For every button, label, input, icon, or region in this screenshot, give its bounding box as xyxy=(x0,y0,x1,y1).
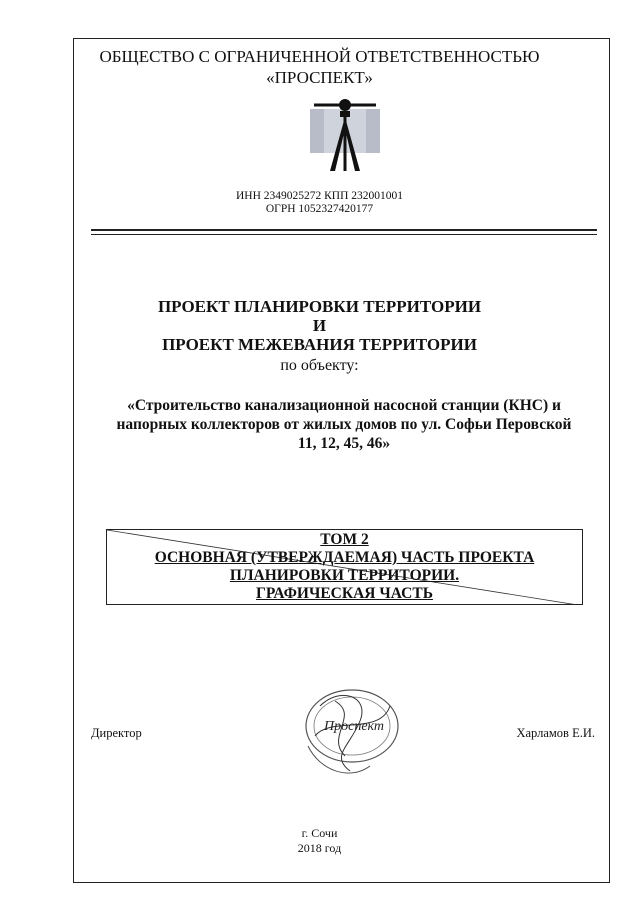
city: г. Сочи xyxy=(301,826,338,840)
organization-name xyxy=(0,46,639,88)
header-divider-thin xyxy=(91,234,597,235)
volume-line-4: ГРАФИЧЕСКАЯ ЧАСТЬ xyxy=(256,585,433,602)
org-line-2: «ПРОСПЕКТ» xyxy=(266,68,373,87)
header-divider-thick xyxy=(91,229,597,231)
title-line-2: И xyxy=(312,316,327,335)
year: 2018 год xyxy=(297,841,342,855)
document-title xyxy=(0,297,639,354)
stamp-text: Проспект xyxy=(324,719,385,734)
director-label: Директор xyxy=(91,726,142,740)
object-line-1: «Строительство канализационной насосной станции (КНС) и xyxy=(127,397,561,414)
title-line-1: ПРОЕКТ ПЛАНИРОВКИ ТЕРРИТОРИИ xyxy=(157,297,482,316)
company-stamp-signature xyxy=(290,676,420,786)
object-line-3: 11, 12, 45, 46» xyxy=(297,435,391,452)
surveyor-tripod-logo xyxy=(308,95,382,175)
director-name: Харламов Е.И. xyxy=(516,726,595,740)
volume-box xyxy=(106,529,583,605)
object-name xyxy=(96,396,592,453)
title-line-3: ПРОЕКТ МЕЖЕВАНИЯ ТЕРРИТОРИИ xyxy=(162,335,477,354)
by-object-label: по объекту: xyxy=(280,357,359,374)
volume-line-1: ТОМ 2 xyxy=(320,531,369,548)
inn-kpp: ИНН 2349025272 КПП 232001001 xyxy=(235,190,404,202)
registration-numbers xyxy=(0,190,639,216)
place-and-year xyxy=(0,826,639,856)
ogrn: ОГРН 1052327420177 xyxy=(265,203,374,215)
object-line-2: напорных коллекторов от жилых домов по ул. Софьи Перовской xyxy=(116,416,572,433)
volume-line-3: ПЛАНИРОВКИ ТЕРРИТОРИИ. xyxy=(229,567,460,584)
volume-line-2: ОСНОВНАЯ (УТВЕРЖДАЕМАЯ) ЧАСТЬ ПРОЕКТА xyxy=(154,549,535,566)
org-line-1: ОБЩЕСТВО С ОГРАНИЧЕННОЙ ОТВЕТСТВЕННОСТЬЮ xyxy=(99,47,540,66)
